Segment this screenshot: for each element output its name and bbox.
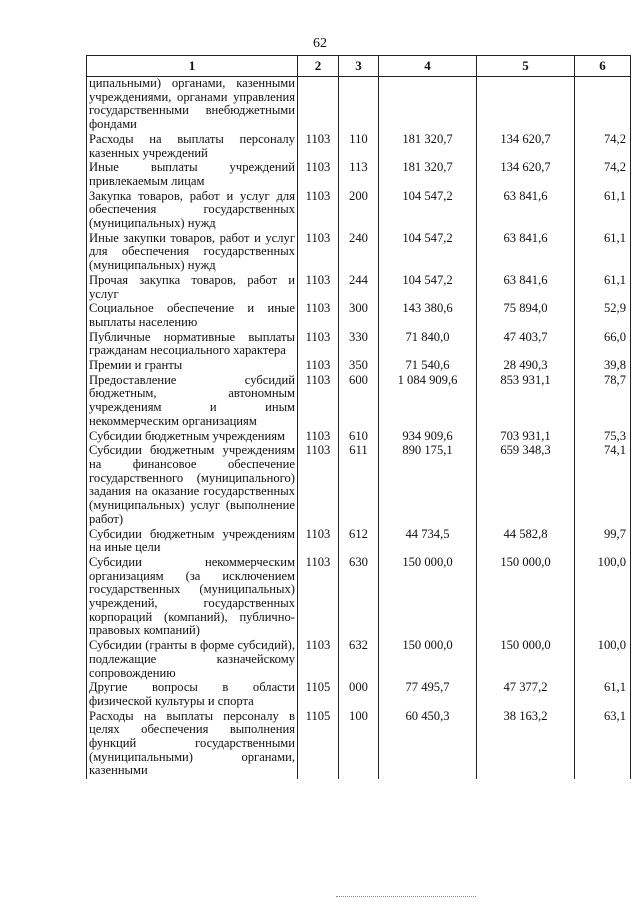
header-col-3: 3: [339, 56, 379, 77]
row-type-cell: 240: [339, 232, 379, 274]
row-percent-cell: 63,1: [575, 710, 631, 780]
row-percent-cell: 61,1: [575, 274, 631, 302]
row-type-cell: 600: [339, 374, 379, 430]
row-plan-cell: [379, 77, 477, 133]
row-type-cell: 632: [339, 639, 379, 681]
row-fact-cell: 38 163,2: [477, 710, 575, 780]
row-percent-cell: 74,2: [575, 133, 631, 161]
row-code-cell: 1105: [298, 710, 339, 780]
row-percent-cell: 100,0: [575, 639, 631, 681]
row-fact-cell: 63 841,6: [477, 274, 575, 302]
row-percent-cell: 61,1: [575, 681, 631, 709]
row-percent-cell: 75,3: [575, 430, 631, 445]
row-plan-cell: 104 547,2: [379, 190, 477, 232]
row-code-cell: 1103: [298, 528, 339, 556]
row-plan-cell: 71 840,0: [379, 331, 477, 359]
row-code-cell: 1105: [298, 681, 339, 709]
row-percent-cell: 61,1: [575, 232, 631, 274]
row-code-cell: 1103: [298, 331, 339, 359]
row-percent-cell: 39,8: [575, 359, 631, 374]
row-type-cell: 200: [339, 190, 379, 232]
row-plan-cell: 150 000,0: [379, 639, 477, 681]
table-row: [87, 331, 631, 359]
row-plan-cell: 150 000,0: [379, 556, 477, 639]
page-number: 62: [313, 36, 327, 51]
table-row: [87, 444, 631, 527]
row-fact-cell: 150 000,0: [477, 556, 575, 639]
row-fact-cell: 853 931,1: [477, 374, 575, 430]
row-type-cell: 110: [339, 133, 379, 161]
row-type-cell: 100: [339, 710, 379, 780]
budget-table: [86, 55, 631, 779]
table-row: [87, 710, 631, 780]
row-percent-cell: 74,1: [575, 444, 631, 527]
row-fact-cell: 47 377,2: [477, 681, 575, 709]
table-row: [87, 359, 631, 374]
row-type-cell: 113: [339, 161, 379, 189]
row-plan-cell: 104 547,2: [379, 274, 477, 302]
row-name-cell: Расходы на выплаты персоналу казенных учреждений: [87, 133, 298, 161]
row-name-cell: Социальное обеспечение и иные выплаты населению: [87, 302, 298, 330]
row-name-cell: Субсидии (гранты в форме субсидий), подлежащие казначейскому сопровождению: [87, 639, 298, 681]
row-percent-cell: 74,2: [575, 161, 631, 189]
row-fact-cell: 44 582,8: [477, 528, 575, 556]
row-code-cell: 1103: [298, 190, 339, 232]
header-col-4: 4: [379, 56, 477, 77]
header-col-1: 1: [87, 56, 298, 77]
row-code-cell: 1103: [298, 274, 339, 302]
row-fact-cell: 134 620,7: [477, 133, 575, 161]
row-type-cell: 630: [339, 556, 379, 639]
table-row: [87, 528, 631, 556]
row-fact-cell: 134 620,7: [477, 161, 575, 189]
row-type-cell: 000: [339, 681, 379, 709]
header-col-5: 5: [477, 56, 575, 77]
row-code-cell: 1103: [298, 430, 339, 445]
row-name-cell: Субсидии бюджетным учреждениям на иные цели: [87, 528, 298, 556]
row-name-cell: Расходы на выплаты персоналу в целях обеспечения выполнения функций государственными (муниципальными) органами, казенными: [87, 710, 298, 780]
table-row: [87, 133, 631, 161]
row-plan-cell: 1 084 909,6: [379, 374, 477, 430]
table-row: [87, 639, 631, 681]
row-name-cell: Субсидии некоммерческим организациям (за исключением государственных (муниципальных) учреждений, государственных корпораций (компаний), публично-правовых компаний): [87, 556, 298, 639]
footer-divider: [336, 896, 476, 897]
row-type-cell: 612: [339, 528, 379, 556]
table-row: [87, 681, 631, 709]
row-fact-cell: 75 894,0: [477, 302, 575, 330]
row-code-cell: [298, 77, 339, 133]
row-fact-cell: [477, 77, 575, 133]
row-percent-cell: 52,9: [575, 302, 631, 330]
table-row: [87, 430, 631, 445]
table-row: [87, 190, 631, 232]
row-plan-cell: 104 547,2: [379, 232, 477, 274]
table-row: [87, 274, 631, 302]
row-plan-cell: 71 540,6: [379, 359, 477, 374]
row-name-cell: Публичные нормативные выплаты гражданам несоциального характера: [87, 331, 298, 359]
row-code-cell: 1103: [298, 444, 339, 527]
row-type-cell: 611: [339, 444, 379, 527]
table-row: [87, 302, 631, 330]
table-row: [87, 161, 631, 189]
table-row: [87, 77, 631, 133]
row-code-cell: 1103: [298, 232, 339, 274]
table-row: [87, 374, 631, 430]
row-fact-cell: 28 490,3: [477, 359, 575, 374]
row-fact-cell: 47 403,7: [477, 331, 575, 359]
row-type-cell: 350: [339, 359, 379, 374]
row-name-cell: Субсидии бюджетным учреждениям: [87, 430, 298, 445]
row-code-cell: 1103: [298, 374, 339, 430]
row-code-cell: 1103: [298, 556, 339, 639]
table-row: [87, 232, 631, 274]
row-plan-cell: 890 175,1: [379, 444, 477, 527]
row-plan-cell: 181 320,7: [379, 161, 477, 189]
row-code-cell: 1103: [298, 359, 339, 374]
row-fact-cell: 63 841,6: [477, 232, 575, 274]
row-percent-cell: 100,0: [575, 556, 631, 639]
header-col-2: 2: [298, 56, 339, 77]
row-name-cell: ципальными) органами, казенными учреждениями, органами управления государственными внебюджетными фондами: [87, 77, 298, 133]
table-header-row: [87, 56, 631, 77]
row-type-cell: [339, 77, 379, 133]
row-name-cell: Иные выплаты учреждений привлекаемым лицам: [87, 161, 298, 189]
row-plan-cell: 934 909,6: [379, 430, 477, 445]
row-percent-cell: [575, 77, 631, 133]
row-plan-cell: 181 320,7: [379, 133, 477, 161]
row-code-cell: 1103: [298, 161, 339, 189]
row-name-cell: Иные закупки товаров, работ и услуг для обеспечения государственных (муниципальных) нужд: [87, 232, 298, 274]
row-code-cell: 1103: [298, 133, 339, 161]
row-fact-cell: 659 348,3: [477, 444, 575, 527]
row-code-cell: 1103: [298, 302, 339, 330]
row-percent-cell: 61,1: [575, 190, 631, 232]
row-percent-cell: 99,7: [575, 528, 631, 556]
row-plan-cell: 44 734,5: [379, 528, 477, 556]
row-name-cell: Предоставление субсидий бюджетным, автономным учреждениям и иным некоммерческим организациям: [87, 374, 298, 430]
row-percent-cell: 78,7: [575, 374, 631, 430]
header-col-6: 6: [575, 56, 631, 77]
row-code-cell: 1103: [298, 639, 339, 681]
row-type-cell: 244: [339, 274, 379, 302]
row-name-cell: Закупка товаров, работ и услуг для обеспечения государственных (муниципальных) нужд: [87, 190, 298, 232]
row-type-cell: 610: [339, 430, 379, 445]
row-name-cell: Прочая закупка товаров, работ и услуг: [87, 274, 298, 302]
row-plan-cell: 77 495,7: [379, 681, 477, 709]
row-name-cell: Субсидии бюджетным учреждениям на финансовое обеспечение государственного (муниципального) задания на оказание государственных (муниципальных) услуг (выполнение работ): [87, 444, 298, 527]
row-fact-cell: 703 931,1: [477, 430, 575, 445]
row-fact-cell: 150 000,0: [477, 639, 575, 681]
row-percent-cell: 66,0: [575, 331, 631, 359]
table-row: [87, 556, 631, 639]
row-type-cell: 330: [339, 331, 379, 359]
row-type-cell: 300: [339, 302, 379, 330]
row-name-cell: Премии и гранты: [87, 359, 298, 374]
row-plan-cell: 60 450,3: [379, 710, 477, 780]
row-fact-cell: 63 841,6: [477, 190, 575, 232]
row-plan-cell: 143 380,6: [379, 302, 477, 330]
row-name-cell: Другие вопросы в области физической культуры и спорта: [87, 681, 298, 709]
